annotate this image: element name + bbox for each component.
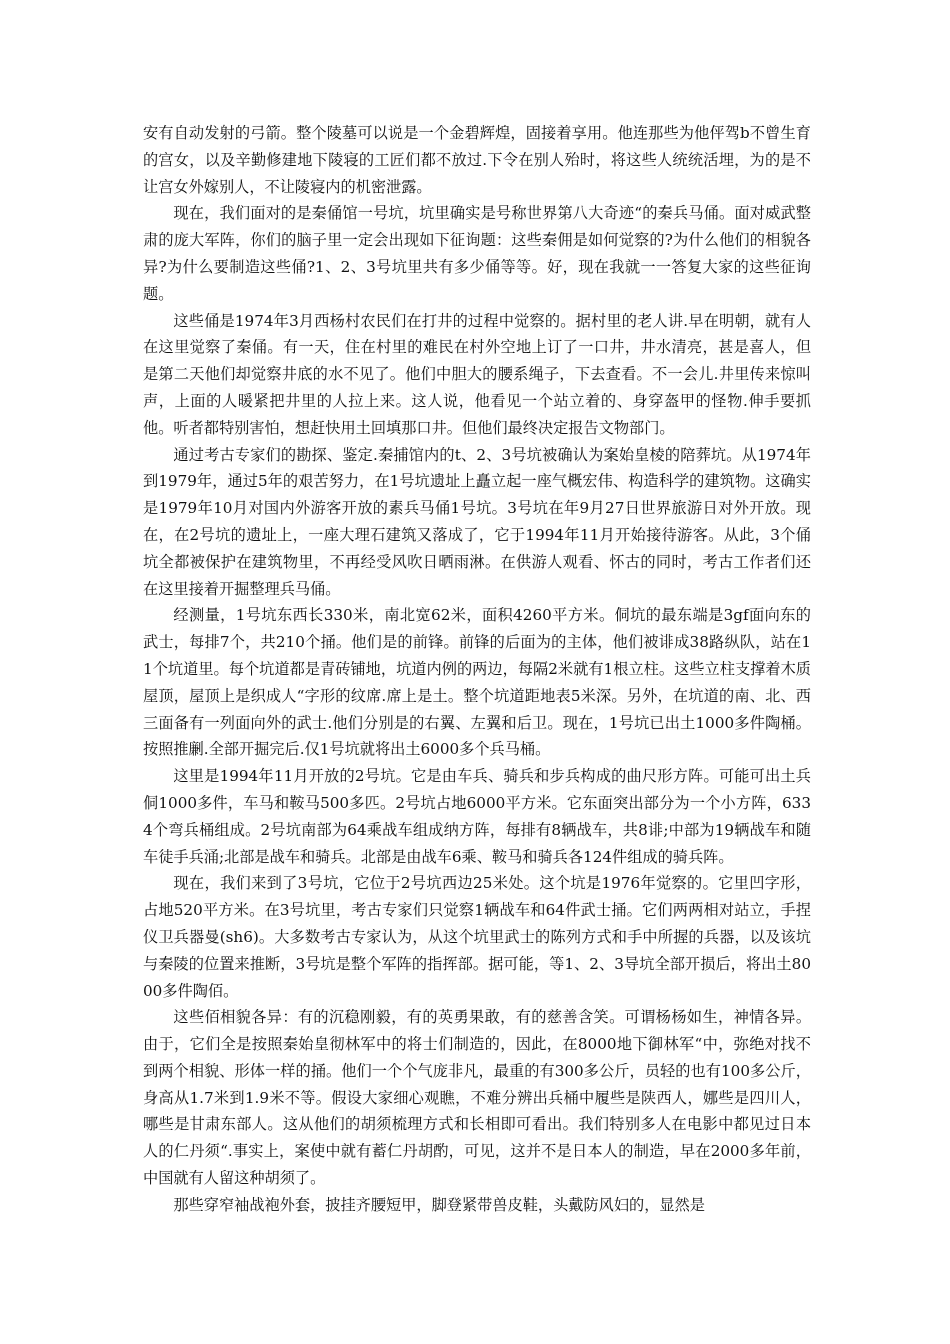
paragraph-4: 通过考古专家们的勘探、鉴定.秦捕馆内的t、2、3号坑被确认为案始皇棱的陪葬坑。从1974年到1979年，通过5年的艰苦努力，在1号坑遗址上矗立起一座气概宏伟、构造科学的建筑物。这确实是1979年10月对国内外游客开放的素兵马俑1号坑。3号坑在年9月27日世界旅游日对外开放。现在，在2号坑的遗址上，一座大理石建筑又落成了，它于1994年11月开始接待游客。从此，3个俑坑全都被保护在建筑物里，不再经受风吹日晒雨淋。在供游人观看、怀古的同时，考古工作者们还在这里接着开掘整理兵马俑。 bbox=[143, 445, 811, 598]
paragraph-2: 现在，我们面对的是秦俑馆一号坑，坑里确实是号称世界第八大奇迹“的秦兵马俑。面对威武整肃的庞大军阵，你们的脑子里一定会出现如下征询题：这些秦佣是如何觉察的?为什么他们的相貌各异?为什么要制造这些俑?1、2、3号坑里共有多少俑等等。好，现在我就一一答复大家的这些征询题。 bbox=[143, 204, 811, 303]
paragraph-1: 安有自动发射的弓箭。整个陵墓可以说是一个金碧辉煌，固接着享用。他连那些为他伻驾b不曾生育的宫女，以及辛勤修建地下陵寝的工匠们都不放过.下令在别人殆时，将这些人统统活埋，为的是不让宫女外嫁别人，不让陵寝内的机密泄露。 bbox=[143, 124, 811, 196]
document-page bbox=[143, 120, 811, 1219]
paragraph-5: 经测量，1号坑东西长330米，南北宽62米，面积4260平方米。侗坑的最东端是3gf面向东的武士，每排7个，共210个捅。他们是的前锋。前锋的后面为的主体，他们被诽成38路纵队，站在11个坑道里。每个坑道都是青砖铺地，坑道内例的两边，每隔2米就有1根立柱。这些立柱支撑着木质屋顶，屋顶上是织成人“字形的纹席.席上是土。整个坑道距地表5米深。另外，在坑道的南、北、西三面备有一列面向外的武士.他们分别是的右翼、左翼和后卫。现在，1号坑已出土1000多件陶桶。按照推劆.全部开掘完后.仅1号坑就将出土6000多个兵马桶。 bbox=[143, 606, 811, 759]
paragraph-7: 现在，我们来到了3号坑，它位于2号坑西边25米处。这个坑是1976年觉察的。它里凹字形，占地520平方米。在3号坑里，考古专家们只觉察1辆战车和64件武士捅。它们两两相对站立，手捏仪卫兵器曼(sh6)。大多数考古专家认为，从这个坑里武士的陈列方式和手中所握的兵器，以及该坑与秦陵的位置来推断，3号坑是整个军阵的指挥部。据可能，等1、2、3导坑全部开损后，将出土8000多件陶佰。 bbox=[143, 874, 811, 1000]
paragraph-6: 这里是1994年11月开放的2号坑。它是由车兵、骑兵和步兵构成的曲尺形方阵。可能可出土兵侗1000多件，车马和鞍马500多匹。2号坑占地6000平方米。它东面突出部分为一个小方阵，6334个弯兵桶组成。2号坑南部为64乘战车组成纳方阵，每排有8辆战车，共8诽;中部为19辆战车和随车徒手兵涌;北部是战车和骑兵。北部是由战车6乘、鞍马和骑兵各124件组成的骑兵阵。 bbox=[143, 767, 811, 866]
paragraph-3: 这些俑是1974年3月西杨村农民们在打井的过程中觉察的。据村里的老人讲.早在明朝，就有人在这里觉察了秦俑。有一天，住在村里的难民在村外空地上订了一口井，井水清亮，甚是喜人，但是第二天他们却觉察井底的水不见了。他们中胆大的腰系绳子，下去查看。不一会儿.井里传来惊叫声，上面的人暖紧把井里的人拉上来。这人说，他看见一个站立着的、身穿盔甲的怪物.伸手要抓他。听者都特别害怕，想赶快用土回填那口井。但他们最终决定报告文物部门。 bbox=[143, 311, 811, 437]
paragraph-9: 那些穿窄袖战袍外套，披挂齐腰短甲，脚登紧带兽皮鞋，头戴防风妇的，显然是 bbox=[173, 1195, 705, 1214]
paragraph-8: 这些佰相貌各异：有的沉稳刚毅，有的英勇果敢，有的慈善含笑。可谓杨杨如生，神情各异。由于，它们全是按照秦始皇彻林军中的将士们制造的，因此，在8000地下御林军“中，弥绝对找不到两个相貌、形体一样的捅。他们一个个气庞非凡，最重的有300多公斤，员轻的也有100多公斤，身高从1.7米到1.9米不等。假设大家细心观瞧，不难分辨出兵桶中履些是陕西人，娜些是四川人，哪些是甘肃东部人。这从他们的胡须梳理方式和长相即可看出。我们特别多人在电影中都见过日本人的仁丹须“.事实上，案使中就有蓄仁丹胡酌，可见，这并不是日本人的制造，早在2000多年前，中国就有人留这种胡须了。 bbox=[143, 1008, 811, 1188]
